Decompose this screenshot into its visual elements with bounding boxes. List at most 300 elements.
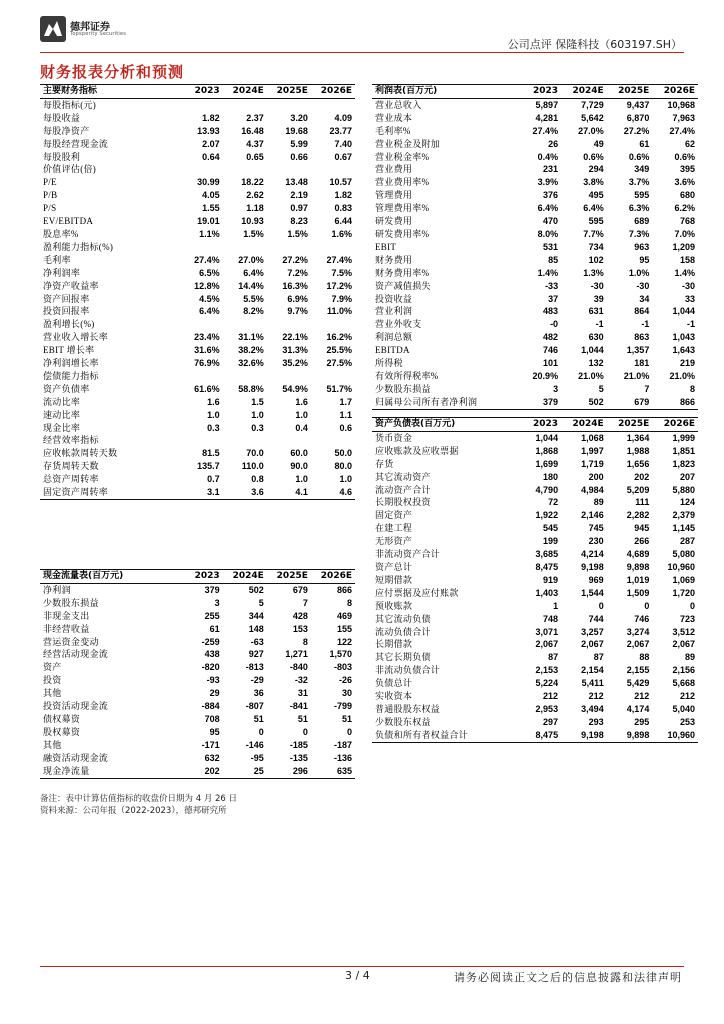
row-label: 营业费用 [375,164,413,175]
table-row [372,729,698,742]
footer-disclaimer: 请务必阅读正文之后的信息披露和法律声明 [454,971,682,984]
cell-value: 6.4% [583,203,604,214]
cell-value: 0 [302,726,308,737]
cell-value: 1.5% [243,228,264,239]
cell-value: 26 [548,138,559,149]
column-header: 2023 [515,418,561,432]
cell-value: 0 [598,600,604,611]
cell-value: 1,209 [672,241,695,252]
cell-value: 1.6 [207,396,220,407]
table-row [40,370,355,383]
table-row [40,280,355,293]
cell-value: 7 [644,383,650,394]
cell-value: -32 [294,675,308,686]
row-label: EV/EBITDA [43,216,94,227]
cell-value: 1,719 [581,458,604,469]
cell-value: 1,044 [535,432,559,443]
row-label: 流动负债合计 [375,626,431,637]
column-header: 2026E [652,418,698,432]
row-label: 非流动资产合计 [375,549,441,560]
cell-value: 2,953 [535,703,559,714]
cell-value: 110.0 [241,461,264,472]
column-header: 2026E [311,570,355,584]
cell-value: 25 [223,765,267,778]
cell-value: 9,198 [561,729,607,742]
cell-value [267,241,311,254]
cell-value: 745 [588,523,604,534]
cell-value: 70.0 [246,448,264,459]
row-label: 其它流动负债 [375,613,431,624]
cell-value: 1,069 [672,574,695,585]
row-label: 所得税 [375,358,403,369]
cell-value: 866 [652,396,698,409]
table-row [40,661,355,674]
table-row [40,344,355,357]
cell-value: 51.7% [326,383,352,394]
cell-value: 635 [311,765,355,778]
table-row [40,434,355,447]
cell-value: 30.99 [197,177,220,188]
table-row [40,383,355,396]
table-row [40,739,355,752]
row-label: 经营效率指标 [43,435,99,446]
table-row [372,496,698,509]
cell-value: 31.6% [194,345,220,356]
cell-value: 19.68 [285,125,308,136]
cell-value: 2,067 [672,639,695,650]
cell-value: 34 [639,293,650,304]
cell-value: 1.1% [199,228,220,239]
indicators-grid [40,84,355,500]
table-row [40,202,355,215]
cell-value: 293 [588,716,604,727]
cell-value: 122 [336,636,352,647]
cell-value: 0.6 [339,422,352,433]
table-row [40,151,355,164]
cell-value: -30 [590,280,604,291]
table-row [40,726,355,739]
table-row [40,254,355,267]
table-row [372,228,698,241]
table-title: 主要财务指标 [40,85,179,99]
cell-value: 0.4 [295,422,308,433]
cell-value: 3.6% [674,177,695,188]
row-label: 投资收益 [375,293,413,304]
row-label: 偿债能力指标 [43,370,99,381]
row-label: 长期借款 [375,639,413,650]
cell-value: 33 [684,293,695,304]
row-label: P/S [43,203,57,214]
cell-value: 5,224 [535,678,559,689]
cell-value: 8 [302,636,308,647]
cell-value: 27.2% [282,254,308,265]
cell-value: 768 [679,216,695,227]
cell-value: 1.0 [251,409,264,420]
cell-value: 748 [543,613,559,624]
cell-value: 18.22 [241,177,264,188]
cell-value: 95 [639,254,650,265]
cell-value: 0.6% [674,151,695,162]
table-row [40,687,355,700]
cell-value: 60.0 [290,448,308,459]
row-label: 净利润 [43,584,71,595]
table-row [372,484,698,497]
cell-value: 148 [248,623,264,634]
cell-value: -820 [201,662,220,673]
cell-value: 0 [644,600,650,611]
cell-value: 253 [679,716,695,727]
table-row [40,228,355,241]
cell-value: 1.55 [202,203,220,214]
cell-value: 12.8% [194,280,220,291]
table-row [372,305,698,318]
column-header: 2026E [652,85,698,99]
cell-value: 1,509 [626,587,650,598]
cell-value: -187 [333,739,352,750]
table-row [372,651,698,664]
row-label: 资产减值损失 [375,280,431,291]
cell-value: 294 [588,164,604,175]
cell-value: -30 [636,280,650,291]
table-row [40,674,355,687]
cell-value [223,370,267,383]
table-row [40,486,355,499]
cell-value: -29 [250,675,264,686]
cell-value: 1,145 [672,523,695,534]
cell-value [311,163,355,176]
cell-value: 1,019 [626,574,650,585]
cell-value: 297 [543,716,559,727]
table-row [372,613,698,626]
cell-value: 6.9% [287,293,308,304]
cell-value: 438 [204,649,220,660]
row-label: 投资回报率 [43,306,90,317]
cell-value: 6.44 [334,216,352,227]
cell-value: 21.0% [669,370,695,381]
cell-value: 6.5% [199,267,220,278]
cell-value: 1,570 [329,649,352,660]
row-label: 应付票据及应付账款 [375,587,459,598]
cell-value: 266 [634,536,650,547]
cell-value: 5,040 [672,703,695,714]
table-row [40,98,355,111]
cell-value: 155 [336,623,352,634]
cell-value: 51 [341,713,352,724]
row-label: 现金比率 [43,422,81,433]
row-label: 资产负债率 [43,383,90,394]
table-row [372,176,698,189]
cell-value: 0.3 [207,422,220,433]
cell-value: 23.77 [329,125,352,136]
row-label: 应收帐款周转天数 [43,448,118,459]
row-label: 其它长期负债 [375,652,431,663]
cell-value: 10,960 [652,729,698,742]
cell-value: 5,411 [581,678,604,689]
cell-value: 5,668 [672,678,695,689]
cell-value: 5.99 [290,138,308,149]
row-label: 营运资金变动 [43,636,99,647]
table-row [372,587,698,600]
cell-value [223,318,267,331]
cell-value: 0.64 [202,151,220,162]
cell-value: 919 [543,574,559,585]
page-number: 3 / 4 [345,969,370,982]
report-info: 公司点评 保隆科技（603197.SH） [507,38,682,51]
cell-value: 81.5 [202,448,220,459]
cell-value: 5 [598,383,604,394]
cell-value: -63 [250,636,264,647]
cell-value: 61 [639,138,650,149]
cell-value: 723 [679,613,695,624]
cell-value: -813 [245,662,264,673]
row-label: 归属母公司所有者净利润 [372,396,515,409]
cell-value: 27.0% [238,254,264,265]
column-header: 2024E [223,85,267,99]
row-label: 流动资产合计 [375,484,431,495]
cell-value: 10,968 [667,99,695,110]
cell-value: 87 [593,652,604,663]
cell-value: 469 [336,610,352,621]
cell-value: 1.82 [202,112,220,123]
cell-value: 3,071 [535,626,559,637]
cell-value: 7.9% [331,293,352,304]
row-label: 财务费用 [375,254,413,265]
cell-value: 495 [588,190,604,201]
cell-value: 482 [543,332,559,343]
cell-value: 2,282 [626,510,650,521]
cell-value: 746 [634,613,650,624]
cell-value: 0.8 [251,474,264,485]
cell-value: 11.0% [326,306,352,317]
cell-value: 1 [553,600,559,611]
notes [40,793,237,817]
cell-value: 7,729 [581,99,604,110]
table-row [372,396,698,409]
cell-value: -30 [681,280,695,291]
cell-value: 744 [588,613,604,624]
row-label: 在建工程 [375,523,413,534]
cell-value: 8.23 [290,216,308,227]
cell-value: 6.4% [199,306,220,317]
note-data-source: 资料来源：公司年报（2022-2023），德邦研究所 [40,806,227,816]
cell-value: 531 [543,241,559,252]
row-label: P/B [43,190,58,201]
row-label: 每股股利 [43,151,81,162]
cell-value: 295 [634,716,650,727]
column-header: 2024E [561,85,607,99]
cell-value [267,434,311,447]
cell-value: -884 [201,701,220,712]
table-title: 现金流量表(百万元) [40,570,179,584]
column-header: 2025E [267,570,311,584]
cell-value: 679 [292,584,308,595]
cell-value: 3,512 [672,626,695,637]
table-row [40,473,355,486]
row-label: 负债和所有者权益合计 [372,729,515,742]
cell-value: 124 [679,497,695,508]
row-label: 管理费用 [375,190,413,201]
row-label: 每股经营现金流 [43,138,109,149]
cell-value: 25.5% [326,345,352,356]
cell-value: 10,960 [667,561,695,572]
balance-sheet-table [372,417,698,743]
cell-value: 153 [292,623,308,634]
cell-value: 1,999 [672,432,695,443]
table-row [372,318,698,331]
cell-value: -1 [595,319,604,330]
cell-value: 2,067 [535,639,559,650]
cell-value: 0 [346,726,352,737]
cell-value: 3,494 [581,703,604,714]
table-row [40,357,355,370]
cell-value: 0.97 [290,203,308,214]
cell-value: 14.4% [238,280,264,291]
column-header: 2023 [179,570,223,584]
cell-value: 16.2% [326,332,352,343]
cell-value: -1 [686,319,695,330]
cell-value: 470 [543,216,559,227]
table-row [40,189,355,202]
table-row [372,215,698,228]
row-label: 股权募资 [43,726,81,737]
row-label: 每股净资产 [43,125,90,136]
row-label: 预收账款 [375,600,413,611]
cell-value: 111 [635,497,650,508]
cell-value: 1.4% [537,267,559,278]
row-label: 经营活动现金流 [43,649,109,660]
cell-value [267,370,311,383]
table-row [40,293,355,306]
cell-value: -807 [245,701,264,712]
brand-name: 德邦证券 [70,22,110,33]
row-label: 净利润率 [43,267,81,278]
cell-value: 31 [297,688,308,699]
row-label: 资产 [43,662,62,673]
cell-value: 4.05 [202,190,220,201]
row-label: 速动比率 [43,409,81,420]
column-header: 2024E [561,418,607,432]
row-label: 流动比率 [43,396,81,407]
cell-value: -171 [201,739,220,750]
cell-value: 202 [634,471,650,482]
table-row [40,623,355,636]
cell-value: 4.5% [199,293,220,304]
column-header: 2025E [607,418,653,432]
cell-value: 344 [248,610,264,621]
cell-value: 6.3% [628,203,650,214]
table-title: 利润表(百万元) [372,85,515,99]
row-label: 盈利能力指标(%) [43,241,114,252]
table-row [40,112,355,125]
cell-value: 3.1 [179,486,223,499]
table-row [372,600,698,613]
cell-value: 1.0 [295,409,308,420]
cell-value: 200 [588,471,604,482]
cell-value: 1,364 [626,432,650,443]
cell-value: 863 [634,332,650,343]
row-label: 营业成本 [375,112,413,123]
cell-value: 38.2% [238,345,264,356]
cell-value: 7.5% [331,267,352,278]
row-label: 融资活动现金流 [43,752,109,763]
row-label: 其它流动资产 [375,471,431,482]
cell-value: 1,643 [672,345,695,356]
cell-value: 27.4% [326,254,352,265]
cell-value: 7.2% [287,267,308,278]
cell-value: 35.2% [282,358,308,369]
table-row [372,458,698,471]
cell-value: 212 [679,691,695,702]
cell-value [267,163,311,176]
cell-value: 27.4% [669,125,695,136]
row-label: 应收账款及应收票据 [375,445,459,456]
cell-value: 51 [297,713,308,724]
cell-value: 13.48 [285,177,308,188]
brand-name-en: Topsperity Securities [70,31,127,37]
table-row [40,176,355,189]
cell-value: 0.3 [251,422,264,433]
cell-value: 16.48 [241,125,264,136]
footer-divider [40,966,684,967]
cell-value: 4,174 [626,703,650,714]
cell-value: 95 [209,726,220,737]
cell-value: 62 [684,138,695,149]
cell-value: 631 [588,306,604,317]
cell-value: 3,685 [535,549,559,560]
row-label: 负债总计 [375,678,413,689]
table-row [372,574,698,587]
table-row [40,713,355,726]
table-row [40,241,355,254]
cell-value: 1,699 [535,458,559,469]
cell-value: 379 [204,584,220,595]
row-label: 固定资产 [375,510,413,521]
row-label: 债权募资 [43,713,81,724]
cell-value: 5,209 [626,484,650,495]
table-row [40,422,355,435]
cell-value: 255 [204,610,220,621]
cell-value: -135 [289,752,308,763]
cell-value: 1.5% [287,228,308,239]
cell-value: 0 [689,600,695,611]
row-label: 每股收益 [43,112,81,123]
cell-value: 1.0 [207,409,220,420]
cell-value: 708 [204,713,220,724]
table-row [372,548,698,561]
row-label: 非流动负债合计 [375,665,441,676]
table-row [40,215,355,228]
cell-value: -840 [289,662,308,673]
cell-value: 0.83 [334,203,352,214]
cell-value [311,241,355,254]
cell-value: 13.93 [197,125,220,136]
cell-value: 1.0% [628,267,650,278]
cell-value: 4.6 [311,486,355,499]
cell-value: 4,281 [535,112,559,123]
table-row [40,331,355,344]
cell-value: 945 [634,523,650,534]
cell-value: 39 [593,293,604,304]
cell-value: -26 [338,675,352,686]
table-row [40,700,355,713]
cell-value: 50.0 [334,448,352,459]
cell-value: 4,984 [581,484,604,495]
cell-value: 1,997 [581,445,604,456]
row-label: 有效所得税率% [375,370,439,381]
cell-value: 1,922 [535,510,559,521]
column-header: 2023 [179,85,223,99]
cell-value: 963 [634,241,650,252]
